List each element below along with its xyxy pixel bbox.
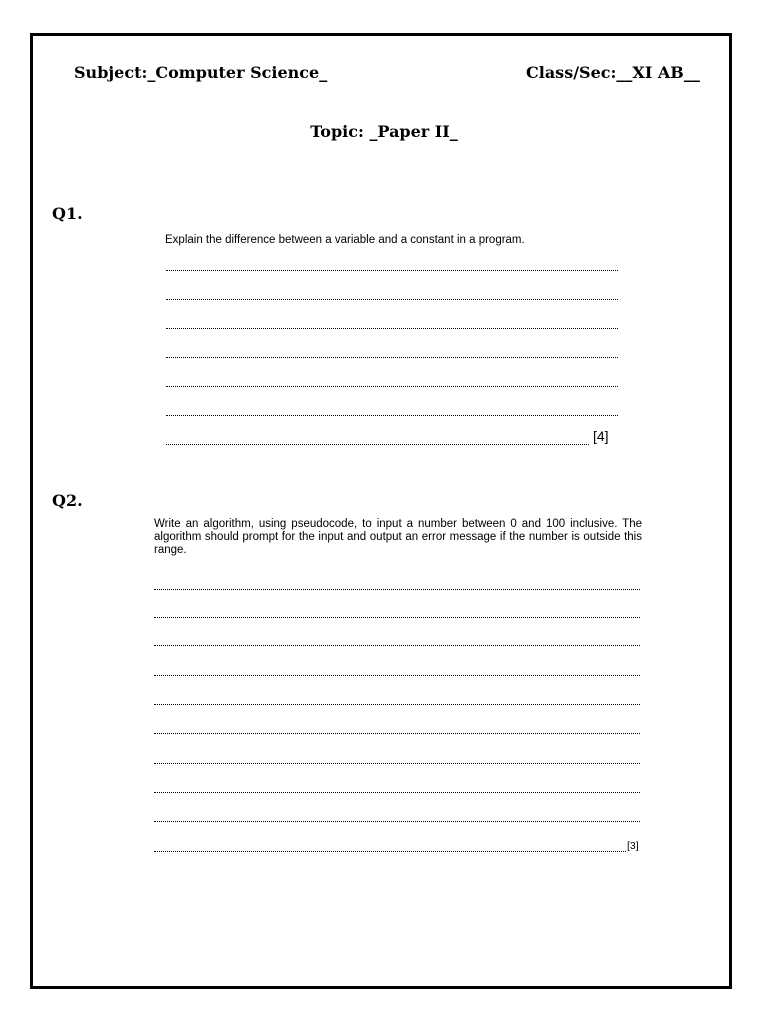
q1-answer-line: [166, 415, 618, 416]
question-1-number: Q1.: [52, 204, 83, 223]
question-2-marks: [3]: [627, 840, 639, 852]
subject-heading: Subject:_Computer Science_: [74, 63, 328, 82]
q2-answer-line: [154, 763, 640, 764]
question-1-marks: [4]: [593, 428, 609, 444]
q2-answer-line: [154, 821, 640, 822]
q2-answer-line: [154, 675, 640, 676]
q1-answer-line: [166, 357, 618, 358]
q2-answer-line: [154, 792, 640, 793]
q2-answer-line: [154, 733, 640, 734]
question-2-text: Write an algorithm, using pseudocode, to input a number between 0 and 100 inclusive. The algorithm should prompt for the input and output an error message if the number is outside this range.: [154, 518, 642, 556]
q2-answer-line: [154, 617, 640, 618]
q1-answer-line: [166, 386, 618, 387]
q2-answer-line: [154, 851, 626, 852]
q1-answer-line: [166, 444, 589, 445]
class-section-heading: Class/Sec:__XI AB__: [526, 63, 700, 82]
question-1-text: Explain the difference between a variable and a constant in a program.: [165, 234, 525, 246]
q2-answer-line: [154, 589, 640, 590]
q1-answer-line: [166, 328, 618, 329]
question-2-number: Q2.: [52, 491, 83, 510]
q1-answer-line: [166, 270, 618, 271]
q2-answer-line: [154, 704, 640, 705]
q2-answer-line: [154, 645, 640, 646]
q1-answer-line: [166, 299, 618, 300]
topic-heading: Topic: _Paper II_: [310, 122, 458, 141]
